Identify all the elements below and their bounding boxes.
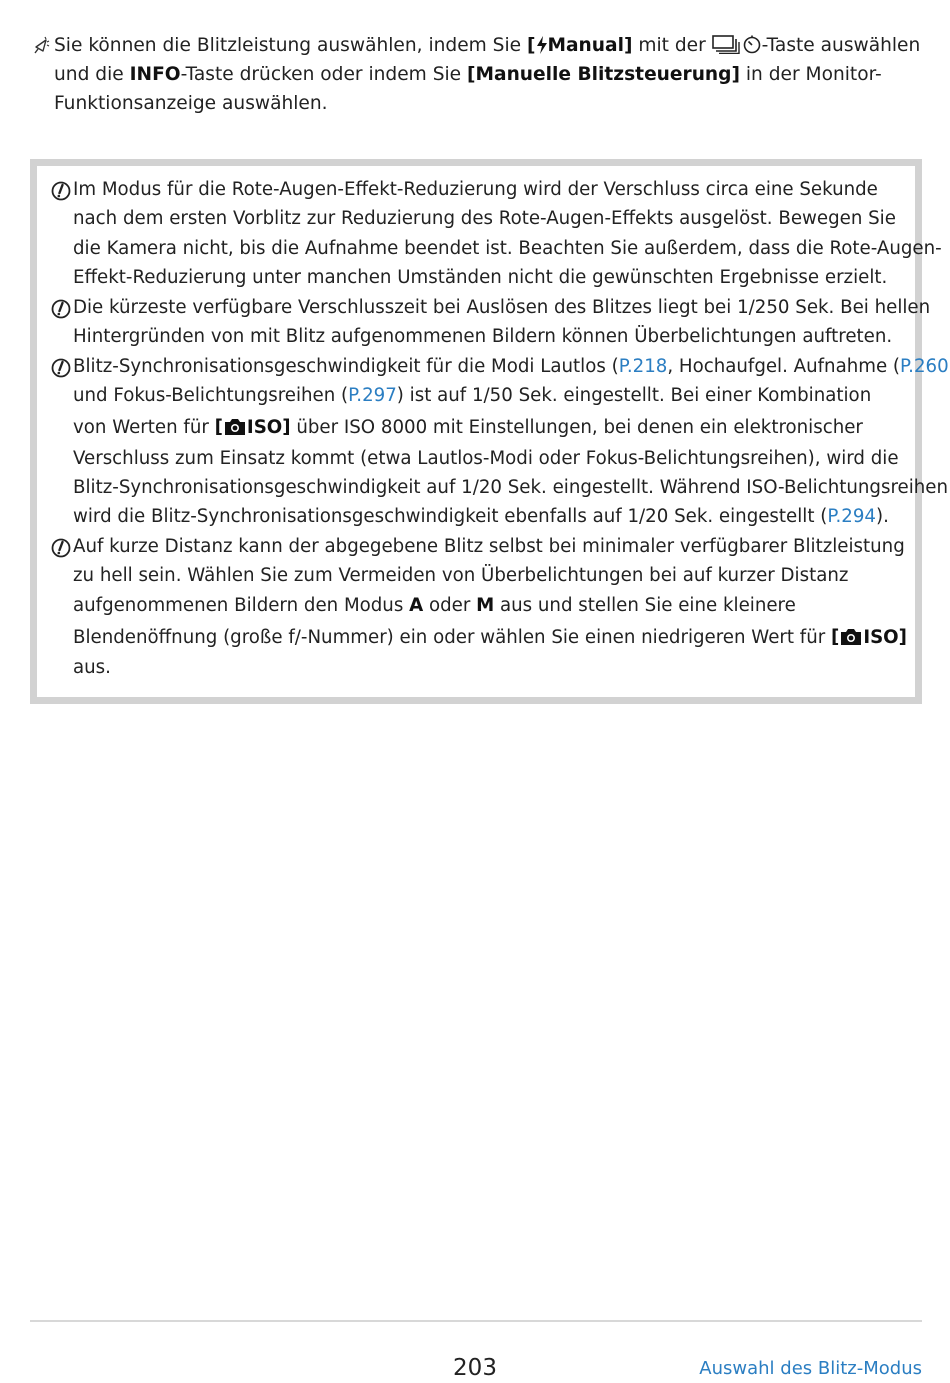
note-4-line-4 — [73, 626, 907, 653]
note-3-line-1 — [73, 355, 949, 379]
note-4-line-3 — [73, 594, 796, 618]
manual-label: Manual] — [547, 35, 633, 56]
bracket: [ — [831, 627, 840, 648]
page-link-260[interactable]: P.260 — [900, 356, 949, 377]
note-3-line-2 — [73, 384, 871, 408]
note-1-line-4: Effekt-Reduzierung unter manchen Umständen nicht die gewünschten Ergebnisse erzielt. — [73, 267, 888, 288]
caution-icon — [51, 538, 71, 562]
note-4-line-5: aus. — [73, 657, 111, 678]
bracket: [ — [527, 35, 536, 56]
tip-text: Sie können die Blitzleistung auswählen, indem Sie — [54, 35, 527, 56]
mode-a-label: A — [409, 595, 424, 616]
note-text: über ISO 8000 mit Einstellungen, bei denen ein elektronischer — [290, 417, 863, 438]
caution-icon — [51, 181, 71, 205]
tip-text: -Taste auswählen — [761, 35, 921, 56]
note-2-line-1: Die kürzeste verfügbare Verschlusszeit bei Auslösen des Blitzes liegt bei 1/250 Sek. Bei hellen — [73, 297, 931, 318]
iso-label: ISO] — [863, 627, 907, 648]
note-text: ) ist auf 1/50 Sek. eingestellt. Bei einer Kombination — [396, 385, 872, 406]
note-text: , Hochaufgel. Aufnahme ( — [667, 356, 901, 377]
tip-line-1 — [54, 34, 920, 61]
note-text: aufgenommenen Bildern den Modus — [73, 595, 410, 616]
iso-label: ISO] — [246, 417, 291, 438]
page-number: 203 — [453, 1355, 497, 1381]
caution-icon — [51, 358, 71, 382]
tip-line-2 — [54, 63, 882, 87]
info-button-label: INFO — [129, 64, 181, 85]
drive-mode-icon — [712, 34, 742, 61]
page-link-294[interactable]: P.294 — [827, 506, 876, 527]
caution-icon — [51, 299, 71, 323]
note-text: von Werten für — [73, 417, 215, 438]
note-text: aus und stellen Sie eine kleinere — [494, 595, 796, 616]
mode-m-label: M — [476, 595, 495, 616]
page-link-297[interactable]: P.297 — [348, 385, 397, 406]
self-timer-icon — [742, 34, 762, 61]
note-3-line-3 — [73, 416, 863, 443]
note-text: Blendenöffnung (große f/-Nummer) ein oder wählen Sie einen niedrigeren Wert für — [73, 627, 831, 648]
camera-icon — [839, 627, 863, 653]
tip-text: -Taste drücken oder indem Sie — [180, 64, 468, 85]
note-1-line-3: die Kamera nicht, bis die Aufnahme beendet ist. Beachten Sie außerdem, dass die Rote-Augen- — [73, 238, 942, 259]
camera-icon — [223, 417, 247, 443]
note-text: oder — [423, 595, 477, 616]
flash-icon — [536, 36, 548, 61]
manual-flash-control-label: [Manuelle Blitzsteuerung] — [467, 64, 740, 85]
bracket: [ — [214, 417, 223, 438]
section-title-link[interactable]: Auswahl des Blitz-Modus — [699, 1358, 922, 1379]
note-text: wird die Blitz-Synchronisationsgeschwindigkeit ebenfalls auf 1/20 Sek. eingestellt ( — [73, 506, 828, 527]
note-3-line-6 — [73, 505, 889, 529]
page-link-218[interactable]: P.218 — [618, 356, 668, 377]
note-3-line-4: Verschluss zum Einsatz kommt (etwa Lautlos-Modi oder Fokus-Belichtungsreihen), wird die — [73, 448, 899, 469]
tip-text: in der Monitor- — [739, 64, 882, 85]
note-2-line-2: Hintergründen von mit Blitz aufgenommenen Bildern können Überbelichtungen auftreten. — [73, 326, 893, 347]
hint-icon — [31, 36, 51, 60]
note-4-line-1: Auf kurze Distanz kann der abgegebene Blitz selbst bei minimaler verfügbarer Blitzleistung — [73, 536, 905, 557]
note-1-line-1: Im Modus für die Rote-Augen-Effekt-Reduzierung wird der Verschluss circa eine Sekunde — [73, 179, 878, 200]
tip-text: und die — [54, 64, 130, 85]
note-text: und Fokus-Belichtungsreihen ( — [73, 385, 349, 406]
note-text: Blitz-Synchronisationsgeschwindigkeit für die Modi Lautlos ( — [73, 356, 619, 377]
note-3-line-5: Blitz-Synchronisationsgeschwindigkeit auf 1/20 Sek. eingestellt. Während ISO-Belichtungsreihen — [73, 477, 949, 498]
tip-line-3: Funktionsanzeige auswählen. — [54, 93, 328, 114]
footer-divider — [30, 1320, 922, 1322]
note-4-line-2: zu hell sein. Wählen Sie zum Vermeiden von Überbelichtungen bei auf kurzer Distanz — [73, 565, 849, 586]
note-1-line-2: nach dem ersten Vorblitz zur Reduzierung des Rote-Augen-Effekts ausgelöst. Bewegen Sie — [73, 208, 896, 229]
note-text: ). — [876, 506, 889, 527]
tip-text: mit der — [632, 35, 712, 56]
